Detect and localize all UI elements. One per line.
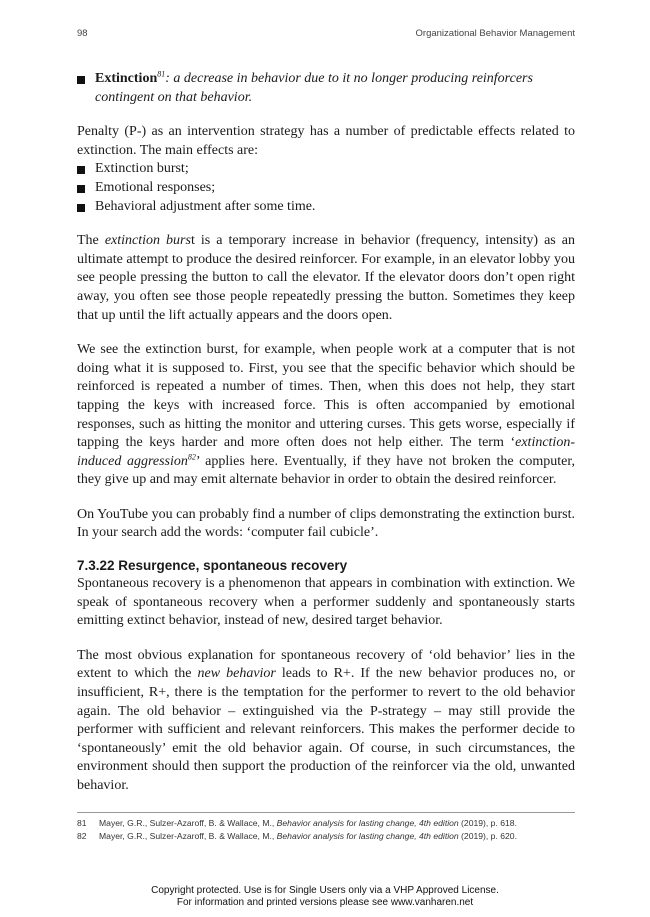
copyright-line-2[interactable]: For information and printed versions please see www.vanharen.net — [176, 897, 474, 908]
book-title: Behavior analysis for lasting change, 4th edition — [276, 831, 459, 841]
text-run: t is a temporary increase in behavior (frequency, intensity) as an ultimate attempt to produce the desired reinforcer. For example, in an elevator lobby you see people pressing the button to call the elevator. If the elevator doors don’t open right away, you often see those people repeatedly pressing the button. Sometimes they keep that up until the lift actually appears and the doors open. — [77, 233, 575, 323]
copyright-notice — [0, 885, 650, 909]
page-number: 98 — [77, 28, 88, 39]
bullet-square-icon — [77, 166, 85, 174]
footnote-text — [99, 817, 517, 830]
list-item — [77, 179, 575, 198]
text-run: (2019), p. 620. — [458, 831, 517, 841]
footnote-82 — [77, 830, 575, 843]
footnote-ref-81[interactable]: 81 — [157, 69, 166, 79]
definition-body: a decrease in behavior due to it no longer producing reinforcers contingent on that behavior. — [95, 71, 533, 105]
footnote-ref-82[interactable]: 82 — [187, 452, 196, 462]
paragraph-explanation — [77, 647, 575, 796]
bullet-square-icon — [77, 204, 85, 212]
definition-colon: : — [165, 71, 170, 86]
text-run: The — [77, 233, 105, 249]
paragraph-computer-example — [77, 341, 575, 490]
footnote-81 — [77, 817, 575, 830]
emphasis-term: extinction-induced aggression — [77, 435, 575, 469]
bullet-square-icon — [77, 76, 85, 84]
book-title: Behavior analysis for lasting change, 4th edition — [276, 818, 459, 828]
text-run: ’ applies here. Eventually, if they have not broken the computer, they give up and may emit alternate behavior in order to obtain the desired reinforcer. — [77, 453, 575, 488]
list-item — [77, 160, 575, 179]
list-item-label: Emotional responses; — [95, 179, 216, 195]
paragraph-extinction-burst — [77, 232, 575, 325]
running-head: Organizational Behavior Management — [415, 28, 575, 39]
paragraph-spontaneous-recovery: Spontaneous recovery is a phenomenon that appears in combination with extinction. We speak of spontaneous recovery when a performer suddenly and spontaneously starts emitting extinct behavior, instead of new, desired target behavior. — [77, 576, 575, 629]
definition-term: Extinction — [95, 71, 158, 86]
text-run: Mayer, G.R., Sulzer-Azaroff, B. & Wallace, M., — [99, 831, 277, 841]
page-header — [77, 28, 575, 42]
list-item-label: Extinction burst; — [95, 161, 189, 177]
footnote-number: 81 — [77, 818, 87, 828]
emphasis-term: new behavior — [197, 666, 276, 682]
section-heading: 7.3.22 Resurgence, spontaneous recovery — [77, 558, 348, 574]
list-item — [77, 198, 575, 217]
copyright-line-1: Copyright protected. Use is for Single Users only via a VHP Approved License. — [151, 885, 499, 896]
emphasis-term: extinction burs — [104, 233, 191, 249]
footnote-number: 82 — [77, 831, 87, 841]
bullet-square-icon — [77, 185, 85, 193]
text-run: We see the extinction burst, for example, when people work at a computer that is not doing what it is supposed to. First, you see that the specific behavior which should be reinforced is repeated a number of times. Then, when this does not help, they start tapping the keys with increased force. This is often accompanied by emotional responses, such as hitting the monitor and uttering curses. This gets worse, especially if tapping the keys harder and more often does not help either. The term ‘ — [77, 342, 575, 451]
definition-text — [95, 70, 575, 107]
effects-list — [77, 160, 575, 216]
text-run: The most obvious explanation for spontaneous recovery of ‘old behavior’ lies in the extent to which the — [77, 647, 575, 682]
footnotes — [77, 812, 575, 843]
definition-bullet — [77, 70, 575, 107]
text-run: (2019), p. 618. — [458, 818, 517, 828]
list-item-label: Behavioral adjustment after some time. — [95, 198, 316, 214]
paragraph-youtube: On YouTube you can probably find a number of clips demonstrating the extinction burst. In your search add the words: ‘computer fail cubicle’. — [77, 506, 575, 541]
page-body — [77, 70, 575, 796]
text-run: Mayer, G.R., Sulzer-Azaroff, B. & Wallace, M., — [99, 818, 277, 828]
footnote-text — [99, 830, 517, 843]
paragraph-penalty: Penalty (P-) as an intervention strategy has a number of predictable effects related to extinction. The main effects are: — [77, 124, 575, 158]
text-run: leads to R+. If the new behavior produces no, or insufficient, R+, there is the temptation for the performer to revert to the old behavior again. The old behavior – extinguished via the P-strategy – may still provide the performer with sufficient and relevant reinforcers. This makes the performer decide to ‘spontaneously’ emit the old behavior again. Of course, in such circumstances, the environment should then support the production of the reinforcer via the old, unwanted behavior. — [77, 666, 575, 793]
